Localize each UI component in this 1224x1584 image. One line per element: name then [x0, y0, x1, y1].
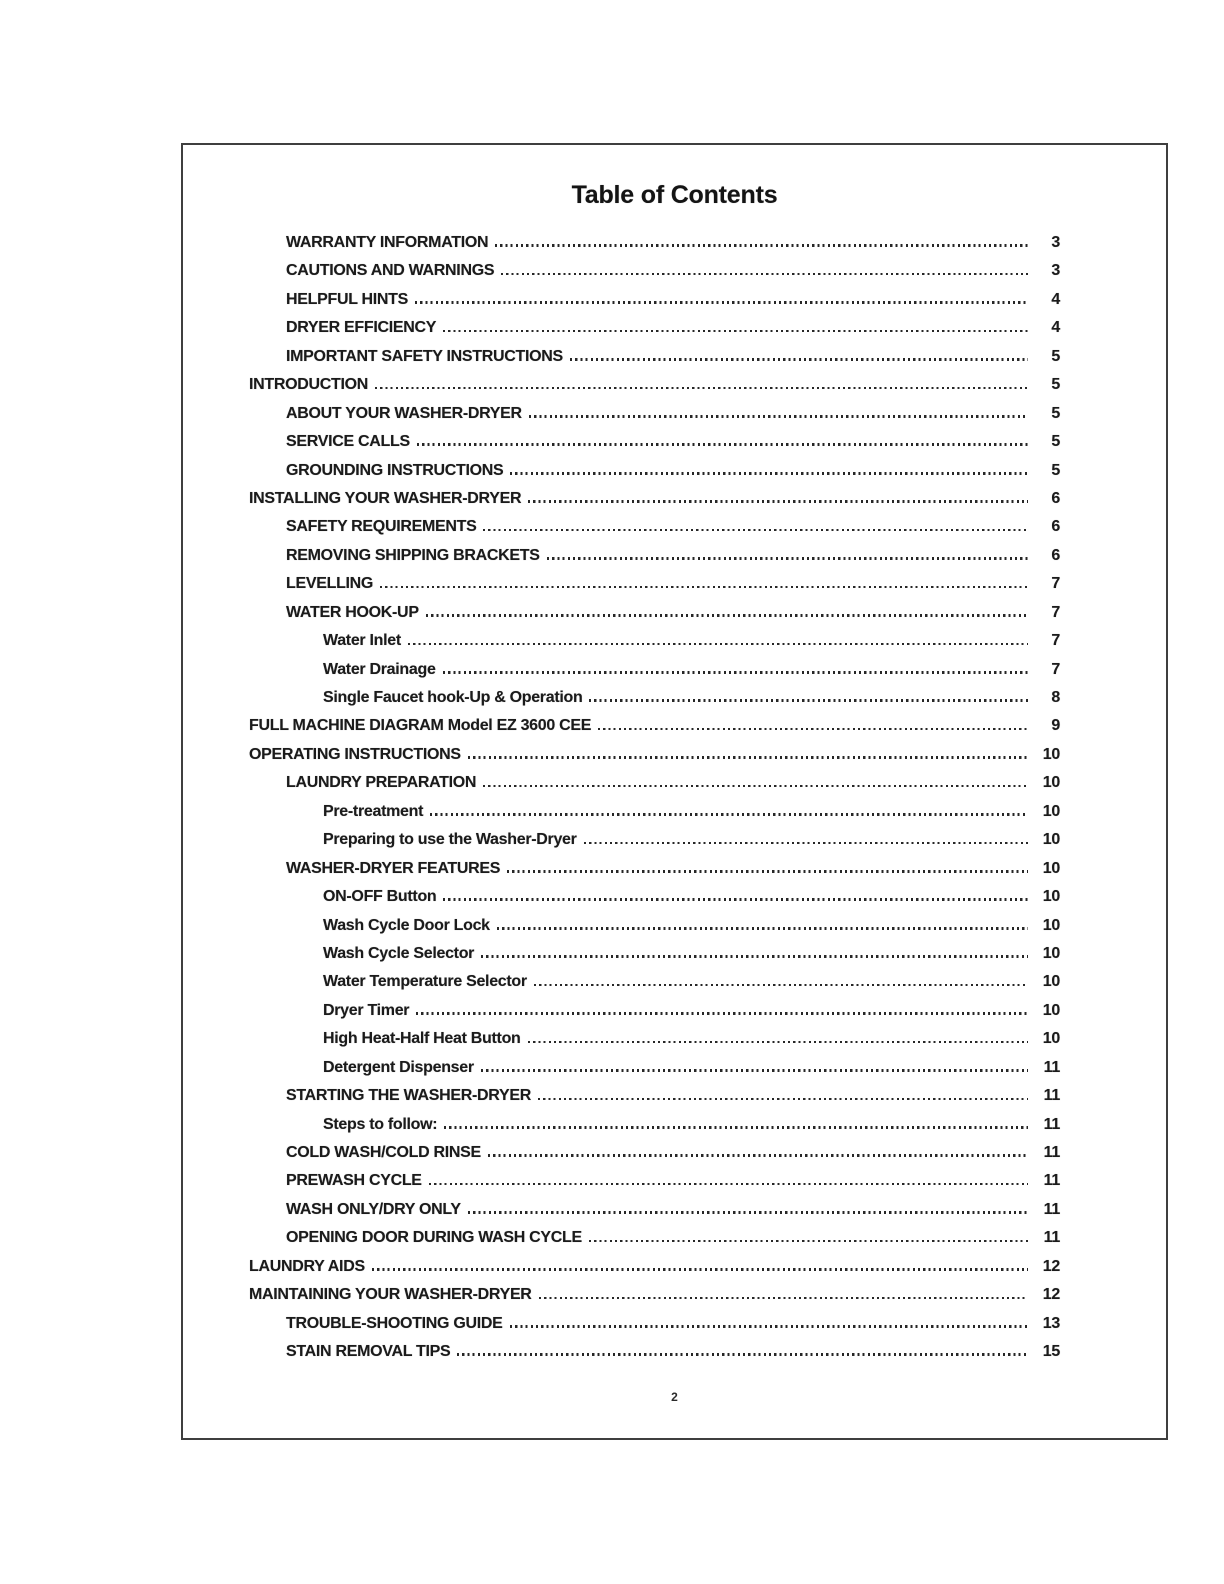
dotted-leader: [415, 301, 1028, 304]
toc-entry-page-number: 12: [1042, 1286, 1060, 1304]
toc-entry-page-number: 11: [1043, 1058, 1060, 1076]
toc-entry-label: LEVELLING: [286, 575, 374, 593]
toc-entry-label: LAUNDRY PREPARATION: [286, 774, 477, 792]
toc-entry-page-number: 11: [1043, 1144, 1060, 1161]
toc-entry: [249, 490, 1060, 518]
toc-entry-page-number: 6: [1051, 546, 1060, 564]
toc-entry-label: Wash Cycle Selector: [323, 944, 475, 962]
toc-entry: [323, 888, 1060, 916]
dotted-leader: [589, 699, 1028, 702]
dotted-leader: [443, 671, 1028, 674]
dotted-leader: [429, 1183, 1028, 1186]
toc-entry-page-number: 10: [1042, 1001, 1060, 1019]
toc-entry-label: Water Drainage: [323, 660, 436, 678]
dotted-leader: [497, 927, 1028, 930]
toc-entry-page-number: 3: [1051, 234, 1060, 251]
toc-entry-label: Dryer Timer: [323, 1001, 410, 1019]
dotted-leader: [495, 244, 1028, 247]
dotted-leader: [468, 1211, 1028, 1214]
toc-entry: [323, 1116, 1060, 1144]
dotted-leader: [570, 358, 1028, 361]
toc-entry-page-number: 7: [1051, 632, 1060, 650]
dotted-leader: [380, 586, 1028, 589]
dotted-leader: [468, 756, 1028, 759]
dotted-leader: [372, 1268, 1028, 1271]
toc-entry-label: OPENING DOOR DURING WASH CYCLE: [286, 1229, 582, 1247]
footer-page-number: 2: [671, 1390, 678, 1404]
toc-entry: [286, 1144, 1060, 1172]
dotted-leader: [589, 1240, 1028, 1243]
toc-entry-label: TROUBLE-SHOOTING GUIDE: [286, 1314, 503, 1332]
toc-entry-label: CAUTIONS AND WARNINGS: [286, 262, 495, 280]
toc-entry: [323, 803, 1060, 831]
dotted-leader: [443, 898, 1028, 901]
toc-entry: [323, 831, 1060, 859]
dotted-leader: [457, 1353, 1028, 1356]
toc-entry-label: PREWASH CYCLE: [286, 1172, 422, 1190]
toc-entry-label: REMOVING SHIPPING BRACKETS: [286, 546, 540, 564]
toc-entry-page-number: 7: [1051, 603, 1060, 621]
toc-entry: [323, 973, 1060, 1001]
dotted-leader: [534, 984, 1028, 987]
toc-entry-label: Wash Cycle Door Lock: [323, 916, 490, 934]
dotted-leader: [528, 500, 1028, 503]
dotted-leader: [426, 614, 1028, 617]
toc-entry-page-number: 10: [1042, 1030, 1060, 1048]
dotted-leader: [375, 387, 1028, 390]
toc-entry: [286, 604, 1060, 632]
toc-list: [183, 234, 1166, 1372]
dotted-leader: [481, 1069, 1028, 1072]
toc-entry-label: Pre-treatment: [323, 802, 424, 820]
toc-entry-page-number: 7: [1051, 660, 1060, 678]
toc-entry: [323, 1030, 1060, 1058]
toc-entry-label: SERVICE CALLS: [286, 433, 410, 451]
toc-entry-page-number: 11: [1043, 1115, 1060, 1133]
toc-entry-label: WATER HOOK-UP: [286, 603, 419, 621]
toc-entry: [286, 774, 1060, 802]
dotted-leader: [507, 870, 1028, 873]
toc-entry: [323, 632, 1060, 660]
dotted-leader: [430, 813, 1028, 816]
toc-entry-label: STAIN REMOVAL TIPS: [286, 1343, 451, 1361]
toc-entry-page-number: 5: [1051, 461, 1060, 479]
dotted-leader: [483, 785, 1028, 788]
dotted-leader: [529, 415, 1028, 418]
toc-entry: [286, 433, 1060, 461]
dotted-leader: [538, 1098, 1028, 1101]
toc-entry: [323, 917, 1060, 945]
toc-entry-page-number: 4: [1051, 290, 1060, 308]
toc-entry-label: INTRODUCTION: [249, 376, 369, 394]
toc-entry-label: Single Faucet hook-Up & Operation: [323, 689, 583, 706]
toc-entry: [323, 945, 1060, 973]
toc-entry: [286, 575, 1060, 603]
toc-entry: [286, 348, 1060, 376]
dotted-leader: [501, 273, 1028, 276]
toc-entry-page-number: 11: [1043, 1172, 1060, 1190]
toc-entry: [323, 1002, 1060, 1030]
dotted-leader: [408, 643, 1028, 646]
toc-entry-label: STARTING THE WASHER-DRYER: [286, 1087, 531, 1105]
toc-entry-label: SAFETY REQUIREMENTS: [286, 518, 477, 536]
toc-entry-page-number: 10: [1042, 944, 1060, 962]
toc-entry-page-number: 7: [1051, 575, 1060, 593]
toc-entry-label: MAINTAINING YOUR WASHER-DRYER: [249, 1286, 532, 1304]
toc-entry-label: INSTALLING YOUR WASHER-DRYER: [249, 489, 522, 507]
dotted-leader: [510, 472, 1028, 475]
toc-entry: [286, 547, 1060, 575]
toc-entry-label: Detergent Dispenser: [323, 1058, 474, 1076]
toc-entry: [286, 1315, 1060, 1343]
dotted-leader: [528, 1041, 1028, 1044]
page-border: [181, 143, 1168, 1440]
toc-entry-page-number: 10: [1042, 859, 1060, 877]
toc-entry-label: ON-OFF Button: [323, 888, 437, 906]
toc-entry-label: WASHER-DRYER FEATURES: [286, 859, 501, 877]
toc-entry: [286, 234, 1060, 262]
toc-entry-page-number: 3: [1051, 262, 1060, 280]
toc-entry: [323, 661, 1060, 689]
toc-entry-page-number: 15: [1042, 1343, 1060, 1361]
toc-entry-label: OPERATING INSTRUCTIONS: [249, 745, 461, 763]
toc-entry-page-number: 5: [1051, 347, 1060, 365]
toc-entry-label: FULL MACHINE DIAGRAM Model EZ 3600 CEE: [249, 717, 592, 735]
toc-entry-label: WASH ONLY/DRY ONLY: [286, 1200, 461, 1218]
toc-entry-page-number: 4: [1051, 319, 1060, 337]
toc-entry: [249, 1258, 1060, 1286]
toc-entry: [323, 689, 1060, 717]
toc-entry-page-number: 6: [1051, 518, 1060, 536]
toc-entry: [249, 746, 1060, 774]
toc-entry-page-number: 6: [1051, 489, 1060, 507]
toc-entry: [249, 1286, 1060, 1314]
toc-entry-page-number: 10: [1042, 802, 1060, 820]
dotted-leader: [481, 955, 1028, 958]
toc-entry-label: IMPORTANT SAFETY INSTRUCTIONS: [286, 347, 563, 365]
dotted-leader: [598, 728, 1028, 731]
toc-entry: [286, 860, 1060, 888]
toc-entry-page-number: 5: [1051, 433, 1060, 451]
toc-entry-label: Steps to follow:: [323, 1115, 438, 1133]
toc-entry-page-number: 5: [1051, 404, 1060, 422]
toc-entry: [249, 376, 1060, 404]
toc-entry: [323, 1059, 1060, 1087]
toc-entry-page-number: 10: [1042, 888, 1060, 906]
toc-entry-page-number: 5: [1051, 376, 1060, 394]
toc-entry: [286, 262, 1060, 290]
toc-entry-page-number: 11: [1043, 1200, 1060, 1218]
dotted-leader: [417, 443, 1028, 446]
page-title: Table of Contents: [571, 181, 778, 209]
toc-entry-label: WARRANTY INFORMATION: [286, 234, 489, 251]
toc-entry: [286, 1172, 1060, 1200]
toc-entry-label: ABOUT YOUR WASHER-DRYER: [286, 404, 522, 422]
dotted-leader: [584, 842, 1028, 845]
toc-entry: [286, 319, 1060, 347]
toc-entry-label: HELPFUL HINTS: [286, 290, 409, 308]
toc-entry-page-number: 10: [1042, 774, 1060, 792]
toc-entry-label: Water Inlet: [323, 632, 401, 650]
toc-entry: [286, 291, 1060, 319]
toc-entry-page-number: 8: [1051, 689, 1060, 706]
toc-entry: [249, 717, 1060, 745]
toc-entry: [286, 462, 1060, 490]
toc-entry-label: COLD WASH/COLD RINSE: [286, 1144, 481, 1161]
toc-entry-page-number: 10: [1042, 916, 1060, 934]
toc-entry: [286, 1343, 1060, 1371]
dotted-leader: [539, 1297, 1028, 1300]
toc-entry: [286, 1229, 1060, 1257]
toc-entry-page-number: 10: [1042, 831, 1060, 849]
toc-entry-label: Preparing to use the Washer-Dryer: [323, 831, 577, 849]
toc-entry: [286, 405, 1060, 433]
dotted-leader: [510, 1325, 1028, 1328]
toc-entry: [286, 518, 1060, 546]
toc-entry: [286, 1087, 1060, 1115]
toc-entry: [286, 1201, 1060, 1229]
dotted-leader: [416, 1012, 1028, 1015]
toc-entry-page-number: 10: [1042, 745, 1060, 763]
toc-entry-page-number: 11: [1043, 1229, 1060, 1247]
dotted-leader: [444, 1126, 1028, 1129]
toc-entry-label: GROUNDING INSTRUCTIONS: [286, 461, 504, 479]
dotted-leader: [547, 557, 1028, 560]
dotted-leader: [488, 1154, 1028, 1157]
toc-entry-label: LAUNDRY AIDS: [249, 1257, 365, 1275]
toc-entry-page-number: 9: [1051, 717, 1060, 735]
toc-entry-page-number: 10: [1042, 973, 1060, 991]
dotted-leader: [443, 330, 1028, 333]
toc-entry-label: Water Temperature Selector: [323, 973, 527, 991]
toc-entry-label: DRYER EFFICIENCY: [286, 319, 437, 337]
toc-entry-label: High Heat-Half Heat Button: [323, 1030, 521, 1048]
toc-entry-page-number: 12: [1042, 1257, 1060, 1275]
dotted-leader: [483, 529, 1028, 532]
toc-entry-page-number: 13: [1042, 1314, 1060, 1332]
toc-entry-page-number: 11: [1043, 1087, 1060, 1105]
